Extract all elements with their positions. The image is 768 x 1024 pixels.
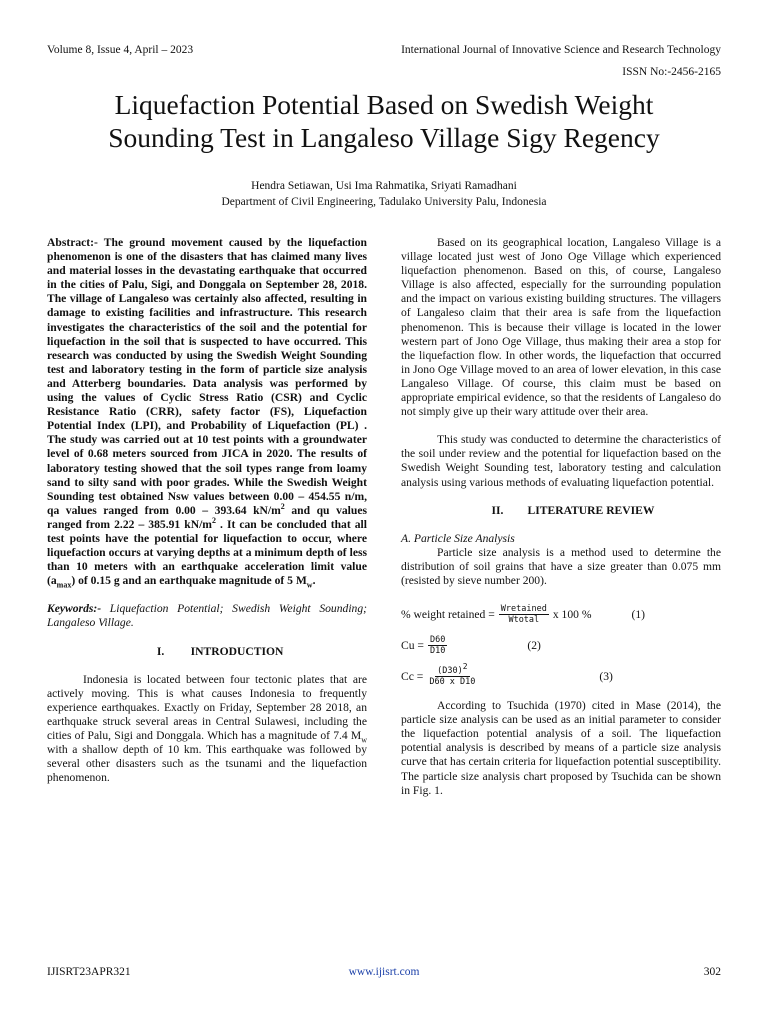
abstract-text-4: ) of 0.15 g and an earthquake magnitude of 5 M — [71, 574, 307, 588]
keywords — [47, 602, 367, 630]
equation-fraction — [428, 635, 447, 656]
equation-lhs: Cc = — [401, 669, 424, 683]
abstract-text-5: . — [312, 574, 316, 588]
abstract-sub-2: w — [306, 580, 313, 590]
section-title: INTRODUCTION — [190, 644, 284, 658]
abstract-text-3: . It can be concluded that all test points have the potential for liquefaction to occur, where liquefaction occurs at varying depths at a minimum depth of less than 10 meters with an earthquake acceleration limit value (a — [47, 517, 367, 588]
abstract-sup-2: 2 — [211, 516, 216, 526]
subsection-heading: A. Particle Size Analysis — [401, 531, 515, 545]
paper-title — [40, 88, 728, 154]
fraction-denominator: Wtotal — [508, 615, 540, 626]
abstract-sup-1: 2 — [280, 501, 285, 511]
section-heading-introduction — [47, 645, 367, 659]
fraction-numerator: Wretained — [500, 604, 547, 615]
keywords-label: Keywords:- — [47, 602, 102, 616]
abstract — [47, 236, 367, 588]
numerator-exponent: 2 — [462, 662, 468, 672]
left-column — [47, 236, 367, 785]
equation-number: (3) — [599, 669, 613, 683]
paper-code: IJISRT23APR321 — [47, 966, 131, 978]
page-number: 302 — [703, 966, 721, 978]
volume-issue: Volume 8, Issue 4, April – 2023 — [47, 44, 194, 56]
numerator-base: (D30) — [437, 666, 463, 677]
equation-number: (2) — [527, 638, 541, 652]
section-title: LITERATURE REVIEW — [527, 503, 655, 517]
abstract-label: Abstract:- — [47, 236, 98, 249]
introduction-paragraph — [47, 673, 367, 786]
fraction-denominator: D10 — [429, 646, 446, 657]
section-number: II. — [491, 503, 504, 517]
issn: ISSN No:-2456-2165 — [622, 66, 721, 78]
equation-rhs: x 100 % — [552, 607, 592, 621]
abstract-sub-1: max — [56, 580, 72, 590]
body-paragraph-2: This study was conducted to determine the characteristics of the soil under review and the potential for liquefaction based on the Swedish Weight Sounding test, laboratory testing and calculation analysis using various methods of evaluating liquefaction potential. — [401, 433, 721, 489]
equation-fraction — [499, 604, 549, 625]
intro-text-2: with a shallow depth of 10 km. This earthquake was followed by several other disasters such as the tsunami and the liquefaction phenomenon. — [47, 743, 367, 785]
equation-number: (1) — [631, 607, 646, 621]
intro-text-1: Indonesia is located between four tectonic plates that are actively moving. This is what causes Indonesia to frequently experience earthquakes. Exactly on Friday, September 28 2018, an earthquake struck several areas in Central Sulawesi, including the cities of Palu, Sigi and Donggala. Which has a magnitude of 7.4 M — [47, 672, 367, 742]
journal-name: International Journal of Innovative Science and Research Technology — [401, 44, 721, 56]
equation-2 — [401, 635, 721, 656]
affiliation: Department of Civil Engineering, Tadulako University Palu, Indonesia — [221, 196, 547, 208]
right-column — [401, 236, 721, 798]
fraction-numerator — [435, 662, 469, 677]
body-paragraph-3: According to Tsuchida (1970) cited in Mase (2014), the particle size analysis can be used as an initial parameter to consider the liquefaction potential analysis of a soil. The liquefaction potential analysis is described by means of a particle size analysis curve that has certain criteria for liquefaction potential susceptibility. The particle size analysis chart proposed by Tsuchida can be shown in Fig. 1. — [401, 699, 721, 797]
equation-fraction — [427, 662, 477, 688]
keywords-text: Liquefaction Potential; Swedish Weight Sounding; Langaleso Village. — [47, 602, 367, 630]
fraction-denominator: D60 x D10 — [429, 677, 476, 688]
fraction-numerator: D60 — [429, 635, 446, 646]
abstract-text-1: The ground movement caused by the liquefaction phenomenon is one of the disasters that has claimed many lives and material losses in the devastating earthquake that occurred in the cities of Palu, Sigi, and Donggala on September 28, 2018. The village of Langaleso was certainly also affected, resulting in damage to existing facilities and infrastructure. This research investigates the characteristics of the soil and the potential for liquefaction in the soil that is suspected to have occurred. This research was conducted by using the Swedish Weight Sounding test and laboratory testing in the form of particle size analysis and Atterberg boundaries. Data analysis was performed by using the values of Cyclic Stress Ratio (CSR) and Cyclic Resistance Ratio (CRR), safety factor (FS), Liquefaction Potential Index (LPI), and Probability of Liquefaction (PL) . The study was carried out at 10 test points with a groundwater level of 0.68 meters sourced from JICA in 2020. The results of laboratory testing showed that the soil types range from loamy sand to silty sand with poor grades. While the Swedish Weight Sounding test obtained Nsw values between 0.00 – 454.55 n/m, qa values ranged from 0.00 – 393.64 kN/m — [47, 236, 367, 517]
journal-url-link[interactable]: www.ijisrt.com — [348, 966, 420, 978]
title-line-1: Liquefaction Potential Based on Swedish Weight — [114, 89, 654, 120]
title-line-2: Sounding Test in Langaleso Village Sigy Regency — [108, 122, 660, 153]
body-paragraph-1: Based on its geographical location, Langaleso Village is a village located just west of Jono Oge Village which experienced liquefaction phenomenon. Based on this, of course, Langaleso Village is also affected, especially for the surrounding population and the impact on various existing building structures. The villagers of Langaleso claim that their area is safe from the liquefaction phenomenon. This is because their village is located in the lower western part of Jono Oge Village, thus making their area a stop for the liquefaction flow. In other words, the liquefaction that occurred in Jono Oge Village moved to an area of lower elevation, in this case Langaleso Village. Of course, this claim must be based on appropriate empirical evidence, so that the residents of Langaleso do not simply give up their wary attitude over their area. — [401, 236, 721, 419]
equation-lhs: Cu = — [401, 638, 424, 652]
equation-1 — [401, 604, 721, 625]
authors: Hendra Setiawan, Usi Ima Rahmatika, Sriyati Ramadhani — [251, 180, 517, 192]
abstract-text-2: and qu values ranged from 2.22 – 385.91 kN/m — [47, 503, 367, 531]
equation-3 — [401, 662, 721, 688]
particle-size-paragraph: Particle size analysis is a method used to determine the distribution of soil grains that have a size greater than 0.075 mm (resisted by sieve number 200). — [401, 545, 721, 587]
section-number: I. — [156, 644, 165, 658]
section-heading-literature-review — [401, 504, 721, 518]
intro-sub: w — [361, 735, 367, 745]
equation-lhs: % weight retained = — [401, 607, 495, 621]
